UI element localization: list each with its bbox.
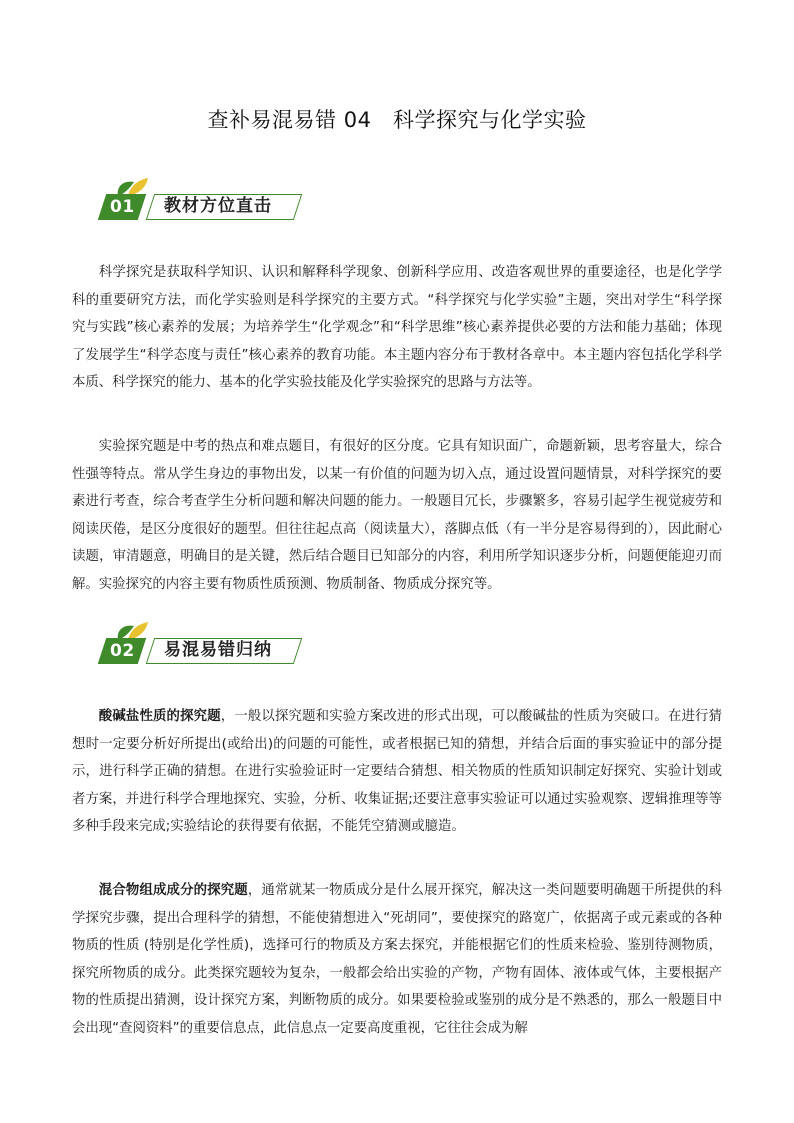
page-title: 查补易混易错 04 科学探究与化学实验 <box>207 108 587 132</box>
section-label: 易混易错归纳 <box>164 640 272 660</box>
section-badge-01 <box>100 176 310 222</box>
paragraph-lead: 混合物组成成分的探究题 <box>98 883 248 898</box>
paragraph-lead: 酸碱盐性质的探究题 <box>98 709 221 724</box>
section-badge-02 <box>100 620 310 666</box>
paragraph: 科学探究是获取科学知识、认识和解释科学现象、创新科学应用、改造客观世界的重要途径，也是化学学科的重要研究方法，而化学实验则是科学探究的主要方式。“科学探究与化学实验”主题，突出对学生“科学探究与实践”核心素养的发展；为培养学生“化学观念”和“科学思维”核心素养提供必要的方法和能力基础；体现了发展学生“科学态度与责任”核心素养的教育功能。本主题内容分布于教材各章中。本主题内容包括化学科学本质、科学探究的能力、基本的化学实验技能及化学实验探究的思路与方法等。 <box>72 265 722 391</box>
section-label: 教材方位直击 <box>164 196 272 216</box>
section-number: 01 <box>98 194 146 220</box>
paragraph-body: ，一般以探究题和实验方案改进的形式出现，可以酸碱盐的性质为突破口。在进行猜想时一定要分析好所提出(或给出)的问题的可能性，或者根据已知的猜想，并结合后面的事实验证中的部分提示，进行科学正确的猜想。在进行实验验证时一定要结合猜想、相关物质的性质知识制定好探究、实验计划或者方案，并进行科学合理地探究、实验，分析、收集证据;还要注意事实验证可以通过实验观察、逻辑推理等等多种手段来完成;实验结论的获得要有依据，不能凭空猜测或臆造。 <box>72 709 723 835</box>
paragraph <box>72 877 722 1043</box>
paragraph: 实验探究题是中考的热点和难点题目，有很好的区分度。它具有知识面广，命题新颖，思考容量大，综合性强等特点。常从学生身边的事物出发，以某一有价值的问题为切入点，通过设置问题情景，对科学探究的要素进行考查，综合考查学生分析问题和解决问题的能力。一般题目冗长，步骤繁多，容易引起学生视觉疲劳和阅读厌倦，是区分度很好的题型。但往往起点高（阅读量大），落脚点低（有一半分是容易得到的），因此耐心读题，审清题意，明确目的是关键，然后结合题目已知部分的内容，利用所学知识逐步分析，问题便能迎刃而解。实验探究的内容主要有物质性质预测、物质制备、物质成分探究等。 <box>72 439 722 592</box>
paragraph-body: ，通常就某一物质成分是什么展开探究，解决这一类问题要明确题干所提供的科学探究步骤，提出合理科学的猜想，不能使猜想进入“死胡同”，要使探究的路宽广，依据离子或元素或的各种物质的性质 (特别是化学性质)，选择可行的物质及方案去探究，并能根据它们的性质来检验、鉴别待测物质，探究所物质的成分。此类探究题较为复杂，一般都会给出实验的产物，产物有固体、液体或气体，主要根据产物的性质提出猜测，设计探究方案，判断物质的成分。如果要检验或鉴别的成分是不熟悉的，那么一般题目中会出现“查阅资料”的重要信息点，此信息点一定要高度重视，它往往会成为解 <box>72 883 723 1036</box>
paragraph <box>72 703 722 841</box>
section-number: 02 <box>98 638 146 664</box>
